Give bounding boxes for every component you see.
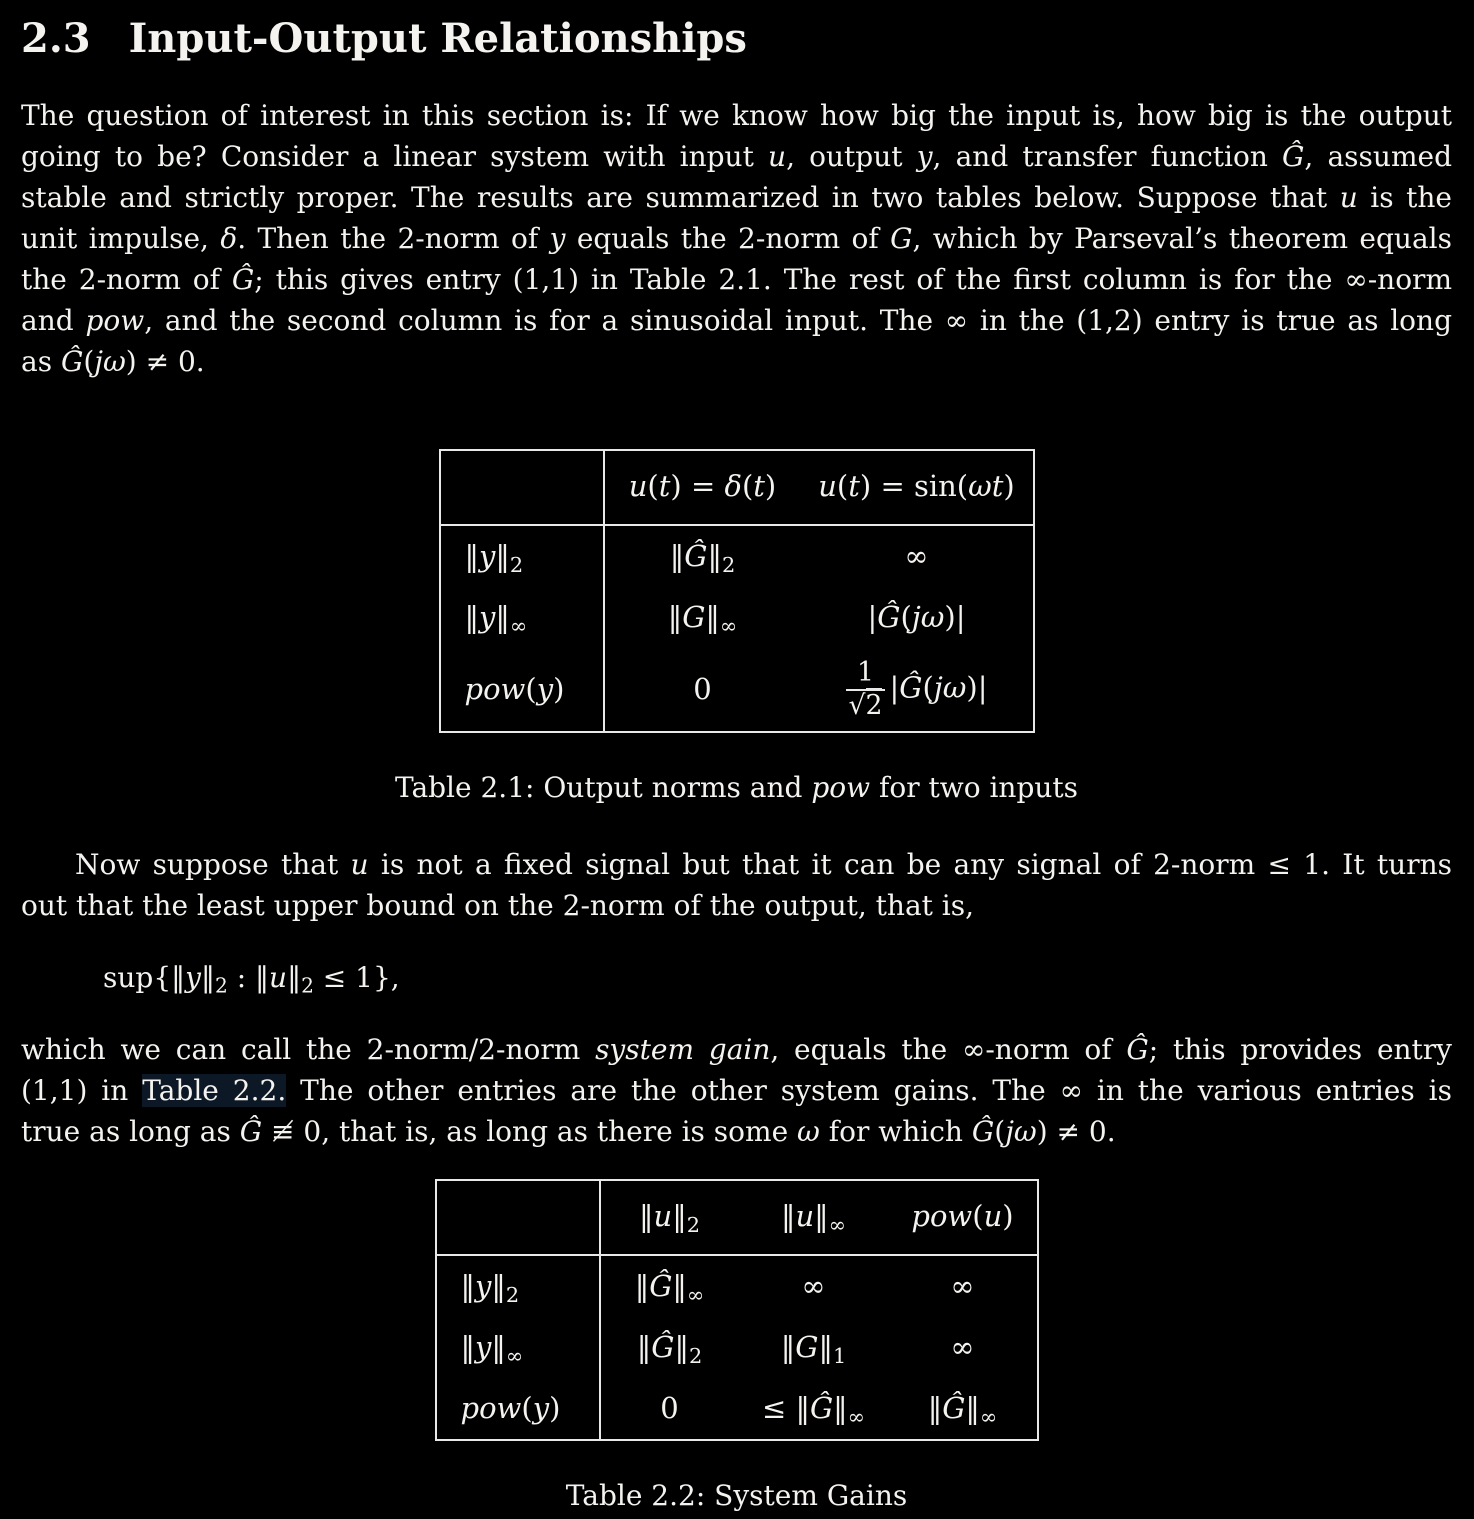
table-cell: ∞ [904, 539, 929, 573]
row-label: $‖y‖_\infty$ [440, 587, 604, 648]
table-row [440, 648, 1034, 732]
table-cell: ∞ [801, 1269, 826, 1304]
table-2-2-wrapper [21, 1179, 1452, 1441]
table-2-2-caption: Table 2.2: System Gains [565, 1479, 908, 1513]
table-cell: $‖Ĝ‖_\infty$ [927, 1391, 998, 1430]
table-cell: $‖Ĝ‖_2$ [669, 539, 736, 577]
text-line: and pow, and the second column is for a sinusoidal input. The ∞ in the (1,2) entry is true as long [21, 304, 1452, 337]
table-2-1-header-sinusoid: u(t) = sin(ωt) [801, 450, 1034, 525]
text-line: (1,1) in Table 2.2. The other entries are the other system gains. The ∞ in the various entries is [21, 1074, 1452, 1108]
table-row [436, 1317, 1038, 1378]
table-2-1-wrapper [21, 449, 1452, 733]
table-2-2-header-uinf: $‖u‖_\infty$ [739, 1180, 889, 1255]
table-2-2-header-row [436, 1180, 1038, 1255]
table-2-2-reference-highlight[interactable]: Table 2.2. [142, 1074, 287, 1108]
table-row [440, 587, 1034, 648]
table-row [436, 1255, 1038, 1317]
text-line: as Ĝ(jω) ≠ 0. [21, 345, 205, 378]
table-2-1-header-impulse: u(t) = δ(t) [604, 450, 801, 525]
text-line: stable and strictly proper. The results are summarized in two tables below. Suppose that u is the [21, 181, 1452, 214]
sup-equation: $sup\{‖y‖_2$ : $‖u‖_2 \le 1$}, [103, 961, 400, 999]
paragraph-2 [21, 844, 1452, 926]
table-2-1-corner-cell [440, 450, 604, 525]
section-heading [21, 15, 1452, 63]
table-row [440, 525, 1034, 587]
text-line: out that the least upper bound on the 2-norm of the output, that is, [21, 889, 975, 923]
section-number: 2.3 [21, 15, 91, 62]
section-title: Input-Output Relationships [128, 15, 747, 62]
paragraph-1 [21, 95, 1452, 382]
paragraph-3 [21, 1029, 1452, 1152]
table-cell: ∞ [950, 1330, 975, 1365]
text-line: The question of interest in this section is: If we know how big the input is, how big is the output [21, 99, 1452, 132]
table-cell: ≤ $‖Ĝ‖_\infty$ [761, 1391, 866, 1430]
table-cell: 0 [660, 1391, 679, 1426]
row-label: $‖y‖_2$ [440, 525, 604, 587]
table-2-2 [435, 1179, 1039, 1441]
table-2-2-header-u2: $‖u‖_2$ [600, 1180, 739, 1255]
table-cell: $\frac{1}{√2}$ |Ĝ(jω)| [801, 648, 1034, 732]
table-row [436, 1378, 1038, 1440]
table-cell: |Ĝ(jω)| [867, 600, 966, 634]
table-cell: 0 [693, 672, 712, 707]
text-line: unit impulse, δ. Then the 2-norm of y equals the 2-norm of G, which by Parseval’s theorem equals [21, 222, 1452, 255]
row-label: $‖y‖_\infty$ [436, 1317, 600, 1378]
table-2-1-header-row [440, 450, 1034, 525]
table-cell: $‖G‖_1$ [780, 1330, 847, 1369]
text-line: true as long as Ĝ ≢ 0, that is, as long as there is some ω for which Ĝ(jω) ≠ 0. [21, 1115, 1116, 1149]
table-2-1 [439, 449, 1035, 733]
table-2-2-corner-cell [436, 1180, 600, 1255]
row-label: pow(y) [436, 1378, 600, 1440]
table-2-2-header-powu: pow(u) [889, 1180, 1038, 1255]
table-cell: ∞ [950, 1269, 975, 1304]
row-label: pow(y) [440, 648, 604, 732]
table-cell: $‖Ĝ‖_\infty$ [634, 1269, 705, 1308]
table-2-1-caption: Table 2.1: Output norms and pow for two inputs [394, 771, 1079, 805]
row-label: $‖y‖_2$ [436, 1255, 600, 1317]
text-line: the 2-norm of Ĝ; this gives entry (1,1) in Table 2.1. The rest of the first column is for the ∞-norm [21, 263, 1452, 296]
text-line: which we can call the 2-norm/2-norm system gain, equals the ∞-norm of Ĝ; this provides entry [21, 1033, 1452, 1067]
table-cell: $‖G‖_\infty$ [667, 600, 738, 638]
text-line: going to be? Consider a linear system with input u, output y, and transfer function Ĝ, assumed [21, 140, 1452, 173]
text-line: Now suppose that u is not a fixed signal but that it can be any signal of 2-norm ≤ 1. It turns [75, 848, 1452, 882]
table-cell: $‖Ĝ‖_2$ [636, 1330, 703, 1369]
